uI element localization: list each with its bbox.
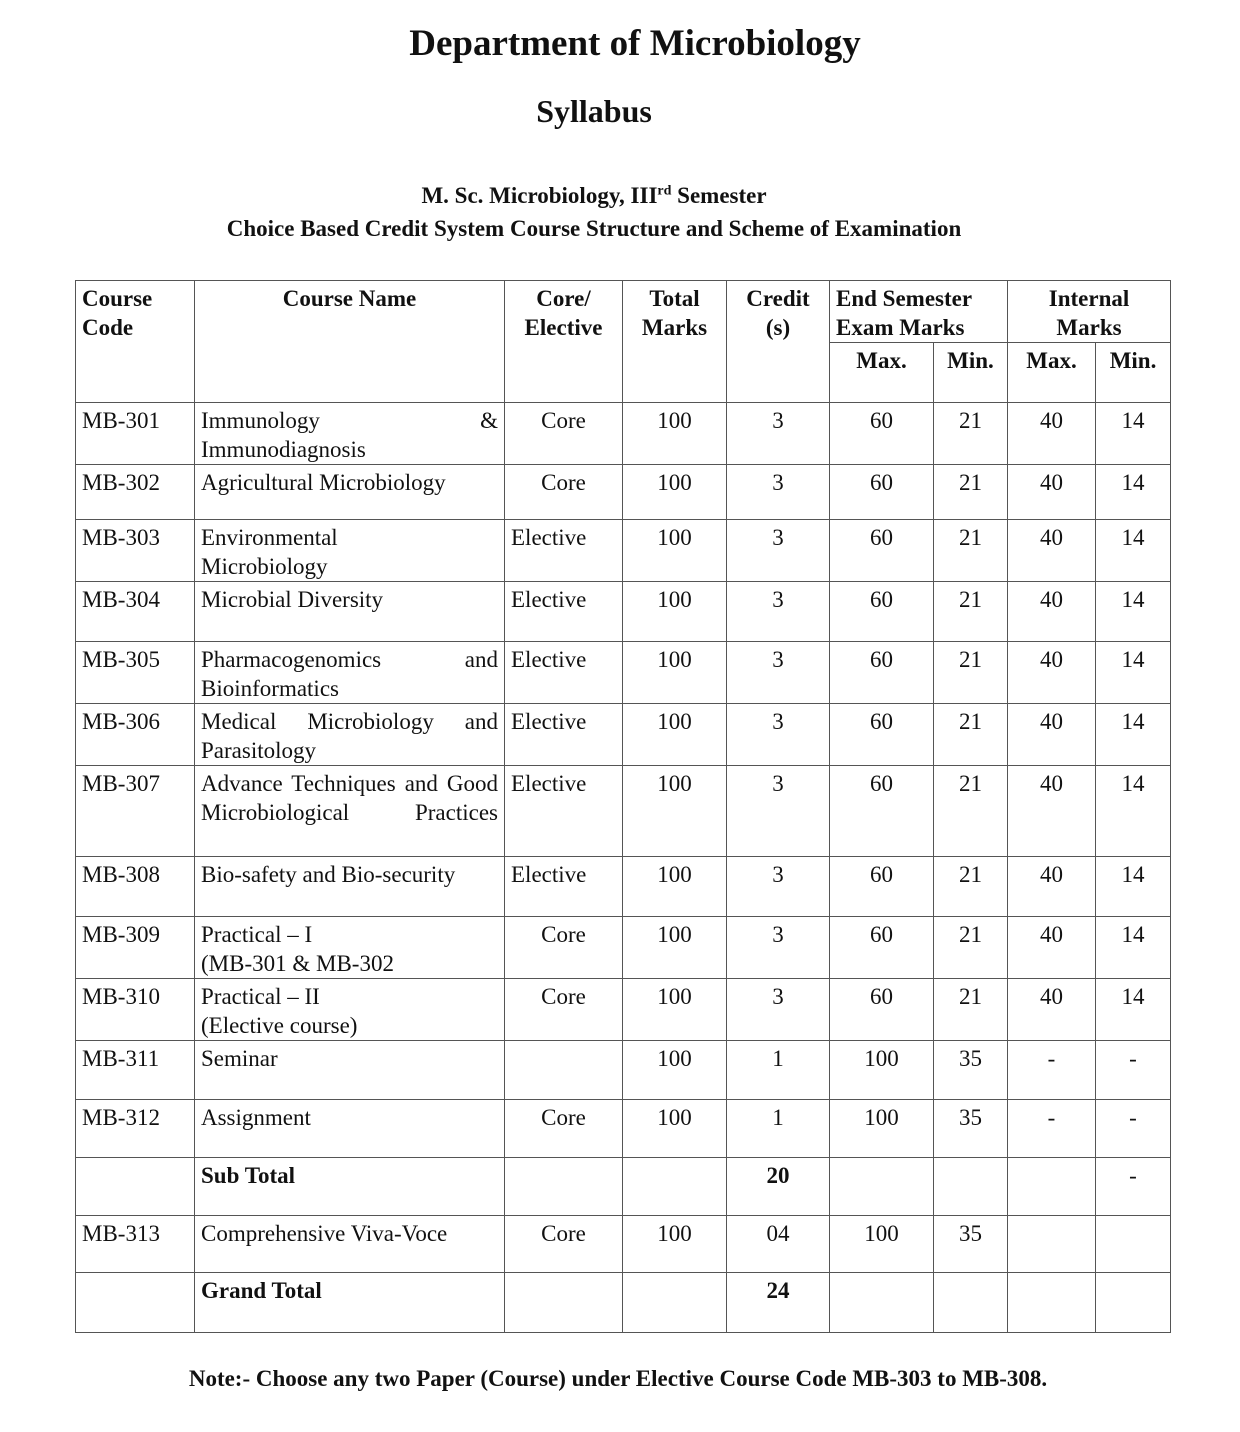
end-sem-min: 21 — [934, 857, 1008, 917]
header-course-name: Course Name — [195, 281, 505, 403]
course-code: MB-302 — [76, 465, 195, 520]
course-code: MB-313 — [76, 1216, 195, 1273]
internal-min: 14 — [1096, 917, 1171, 979]
internal-max: 40 — [1008, 766, 1096, 857]
header-internal: Internal Marks — [1008, 281, 1171, 343]
course-name: Comprehensive Viva-Voce — [195, 1216, 505, 1273]
course-code: MB-311 — [76, 1041, 195, 1100]
table-row — [76, 1273, 1171, 1333]
course-code: MB-303 — [76, 520, 195, 582]
header-end-semester: End Semester Exam Marks — [830, 281, 1008, 343]
course-type: Elective — [505, 704, 623, 766]
course-name-line1: Practical – II — [201, 984, 320, 1009]
course-name-line2: (Elective course) — [201, 1013, 358, 1038]
internal-min: 14 — [1096, 465, 1171, 520]
end-sem-max: 60 — [830, 403, 934, 465]
table-row — [76, 465, 1171, 520]
internal-min: 14 — [1096, 979, 1171, 1041]
end-sem-max: 60 — [830, 704, 934, 766]
end-sem-min — [934, 1158, 1008, 1216]
course-structure-table — [75, 280, 1171, 1333]
course-type: Core — [505, 979, 623, 1041]
internal-max: 40 — [1008, 582, 1096, 642]
total-marks: 100 — [623, 1041, 727, 1100]
internal-max: 40 — [1008, 917, 1096, 979]
grand-total-credits: 24 — [727, 1273, 830, 1333]
syllabus-title: Syllabus — [536, 93, 652, 129]
table-row — [76, 642, 1171, 704]
total-marks: 100 — [623, 465, 727, 520]
course-code — [76, 1158, 195, 1216]
course-type — [505, 1273, 623, 1333]
end-sem-min: 21 — [934, 403, 1008, 465]
header-core-elective: Core/ Elective — [505, 281, 623, 403]
table-row — [76, 917, 1171, 979]
header-credits: Credit (s) — [727, 281, 830, 403]
internal-min: - — [1096, 1100, 1171, 1158]
table-row — [76, 857, 1171, 917]
end-sem-max — [830, 1273, 934, 1333]
internal-min: 14 — [1096, 704, 1171, 766]
end-sem-max: 60 — [830, 766, 934, 857]
internal-min — [1096, 1216, 1171, 1273]
course-name: Environmental Microbiology — [195, 520, 505, 582]
end-sem-min: 21 — [934, 979, 1008, 1041]
subtotal-label: Sub Total — [195, 1158, 505, 1216]
course-name: Agricultural Microbiology — [195, 465, 505, 520]
total-marks: 100 — [623, 520, 727, 582]
internal-min: 14 — [1096, 582, 1171, 642]
end-sem-max: 100 — [830, 1216, 934, 1273]
course-type: Core — [505, 465, 623, 520]
end-sem-min: 35 — [934, 1216, 1008, 1273]
end-sem-min: 21 — [934, 917, 1008, 979]
total-marks: 100 — [623, 1216, 727, 1273]
subtotal-credits: 20 — [727, 1158, 830, 1216]
course-name: Advance Techniques and Good Microbiological Practices — [195, 766, 505, 857]
header-end-min: Min. — [934, 343, 1008, 403]
grand-total-label: Grand Total — [195, 1273, 505, 1333]
total-marks: 100 — [623, 766, 727, 857]
end-sem-min: 35 — [934, 1041, 1008, 1100]
course-type: Core — [505, 403, 623, 465]
course-name: Pharmacogenomics and Bioinformatics — [195, 642, 505, 704]
course-type — [505, 1041, 623, 1100]
credits: 3 — [727, 642, 830, 704]
header-end-max: Max. — [830, 343, 934, 403]
internal-min: - — [1096, 1041, 1171, 1100]
scheme-line: Choice Based Credit System Course Structure and Scheme of Examination — [226, 216, 962, 241]
internal-max: 40 — [1008, 520, 1096, 582]
course-name: Bio-safety and Bio-security — [195, 857, 505, 917]
internal-max — [1008, 1273, 1096, 1333]
internal-max: 40 — [1008, 403, 1096, 465]
table-row — [76, 582, 1171, 642]
end-sem-max: 60 — [830, 917, 934, 979]
internal-min: 14 — [1096, 403, 1171, 465]
table-row — [76, 1100, 1171, 1158]
course-code: MB-312 — [76, 1100, 195, 1158]
credits: 3 — [727, 465, 830, 520]
course-name — [195, 917, 505, 979]
end-sem-max: 60 — [830, 642, 934, 704]
course-code — [76, 1273, 195, 1333]
end-sem-min: 21 — [934, 582, 1008, 642]
course-code: MB-301 — [76, 403, 195, 465]
end-sem-max: 100 — [830, 1041, 934, 1100]
internal-min: 14 — [1096, 766, 1171, 857]
course-code: MB-304 — [76, 582, 195, 642]
elective-note: Note:- Choose any two Paper (Course) under Elective Course Code MB-303 to MB-308. — [188, 1366, 1048, 1391]
end-sem-max: 100 — [830, 1100, 934, 1158]
header-int-min: Min. — [1096, 343, 1171, 403]
course-type: Core — [505, 1216, 623, 1273]
end-sem-max: 60 — [830, 520, 934, 582]
table-row — [76, 766, 1171, 857]
credits: 04 — [727, 1216, 830, 1273]
credits: 3 — [727, 766, 830, 857]
end-sem-min: 21 — [934, 642, 1008, 704]
course-type: Elective — [505, 857, 623, 917]
total-marks: 100 — [623, 582, 727, 642]
course-code: MB-307 — [76, 766, 195, 857]
internal-max: 40 — [1008, 465, 1096, 520]
course-code: MB-306 — [76, 704, 195, 766]
total-marks: 100 — [623, 857, 727, 917]
course-name: Assignment — [195, 1100, 505, 1158]
table-row — [76, 979, 1171, 1041]
end-sem-max: 60 — [830, 465, 934, 520]
course-type: Core — [505, 917, 623, 979]
table-row — [76, 1041, 1171, 1100]
internal-max: 40 — [1008, 857, 1096, 917]
program-prefix: M. Sc. Microbiology, III — [421, 183, 658, 208]
end-sem-max: 60 — [830, 582, 934, 642]
course-name-line2: (MB-301 & MB-302 — [201, 951, 394, 976]
end-sem-min: 21 — [934, 766, 1008, 857]
total-marks: 100 — [623, 979, 727, 1041]
credits: 3 — [727, 917, 830, 979]
course-name-line1: Practical – I — [201, 922, 313, 947]
course-type: Elective — [505, 766, 623, 857]
course-code: MB-309 — [76, 917, 195, 979]
credits: 1 — [727, 1100, 830, 1158]
course-type — [505, 1158, 623, 1216]
total-marks — [623, 1273, 727, 1333]
program-line — [0, 183, 1188, 209]
credits: 1 — [727, 1041, 830, 1100]
table-row — [76, 704, 1171, 766]
internal-max: 40 — [1008, 704, 1096, 766]
internal-min: 14 — [1096, 642, 1171, 704]
header-total-marks: Total Marks — [623, 281, 727, 403]
total-marks: 100 — [623, 403, 727, 465]
course-name: Medical Microbiology and Parasitology — [195, 704, 505, 766]
table-row — [76, 1158, 1171, 1216]
header-int-max: Max. — [1008, 343, 1096, 403]
course-name — [195, 979, 505, 1041]
course-type: Elective — [505, 642, 623, 704]
course-code: MB-310 — [76, 979, 195, 1041]
header-course-code: Course Code — [76, 281, 195, 403]
credits: 3 — [727, 582, 830, 642]
table-row — [76, 403, 1171, 465]
total-marks: 100 — [623, 642, 727, 704]
course-code: MB-305 — [76, 642, 195, 704]
internal-max: - — [1008, 1041, 1096, 1100]
course-type: Elective — [505, 582, 623, 642]
end-sem-min: 35 — [934, 1100, 1008, 1158]
course-name: Microbial Diversity — [195, 582, 505, 642]
credits: 3 — [727, 857, 830, 917]
department-title: Department of Microbiology — [409, 23, 861, 64]
course-type: Core — [505, 1100, 623, 1158]
internal-min: 14 — [1096, 520, 1171, 582]
internal-min — [1096, 1273, 1171, 1333]
table-row — [76, 1216, 1171, 1273]
program-suffix: Semester — [671, 183, 767, 208]
total-marks — [623, 1158, 727, 1216]
end-sem-min: 21 — [934, 465, 1008, 520]
internal-min: 14 — [1096, 857, 1171, 917]
internal-max: 40 — [1008, 642, 1096, 704]
course-type: Elective — [505, 520, 623, 582]
credits: 3 — [727, 403, 830, 465]
end-sem-min: 21 — [934, 520, 1008, 582]
total-marks: 100 — [623, 1100, 727, 1158]
end-sem-max: 60 — [830, 857, 934, 917]
end-sem-min: 21 — [934, 704, 1008, 766]
total-marks: 100 — [623, 704, 727, 766]
credits: 3 — [727, 520, 830, 582]
total-marks: 100 — [623, 917, 727, 979]
table-row — [76, 520, 1171, 582]
end-sem-min — [934, 1273, 1008, 1333]
course-code: MB-308 — [76, 857, 195, 917]
course-name: Immunology & Immunodiagnosis — [195, 403, 505, 465]
internal-max: - — [1008, 1100, 1096, 1158]
end-sem-max — [830, 1158, 934, 1216]
end-sem-max: 60 — [830, 979, 934, 1041]
credits: 3 — [727, 979, 830, 1041]
internal-max — [1008, 1216, 1096, 1273]
internal-max: 40 — [1008, 979, 1096, 1041]
internal-min: - — [1096, 1158, 1171, 1216]
program-superscript: rd — [657, 183, 672, 199]
internal-max — [1008, 1158, 1096, 1216]
credits: 3 — [727, 704, 830, 766]
course-name: Seminar — [195, 1041, 505, 1100]
